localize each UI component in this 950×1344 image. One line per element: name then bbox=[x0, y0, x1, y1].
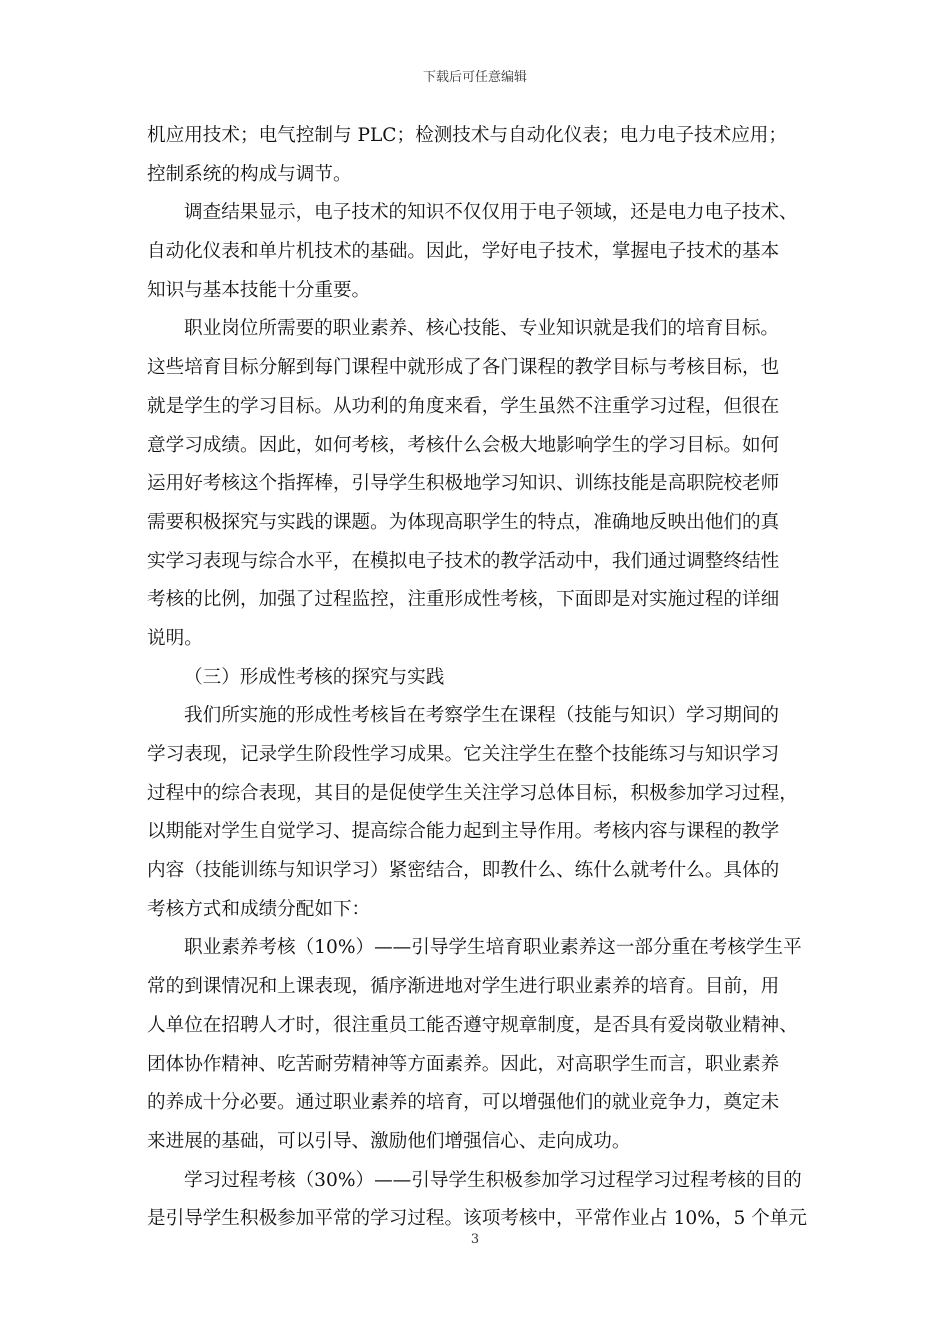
section-heading: （三）形成性考核的探究与实践 bbox=[184, 666, 445, 688]
text-line: 控制系统的构成与调节。 bbox=[147, 163, 352, 185]
text-line: 团体协作精神、吃苦耐劳精神等方面素养。因此，对高职学生而言，职业素养 bbox=[147, 1053, 780, 1075]
text-line: 实学习表现与综合水平，在模拟电子技术的教学活动中，我们通过调整终结性 bbox=[147, 550, 780, 572]
text-line: 内容（技能训练与知识学习）紧密结合，即教什么、练什么就考什么。具体的 bbox=[147, 860, 780, 882]
text-line: 是引导学生积极参加平常的学习过程。该项考核中，平常作业占 10%，5 个单元 bbox=[147, 1208, 807, 1230]
text-line: 以期能对学生自觉学习、提高综合能力起到主导作用。考核内容与课程的教学 bbox=[147, 821, 780, 843]
text-line: 自动化仪表和单片机技术的基础。因此，学好电子技术，掌握电子技术的基本 bbox=[147, 241, 780, 263]
text-line: 说明。 bbox=[147, 627, 203, 649]
text-line: 需要积极探究与实践的课题。为体现高职学生的特点，准确地反映出他们的真 bbox=[147, 511, 780, 533]
text-line: 过程中的综合表现，其目的是促使学生关注学习总体目标，积极参加学习过程， bbox=[147, 782, 798, 804]
text-line: 职业岗位所需要的职业素养、核心技能、专业知识就是我们的培育目标。 bbox=[184, 318, 780, 340]
text-line: 来进展的基础，可以引导、激励他们增强信心、走向成功。 bbox=[147, 1130, 631, 1152]
text-line: 学习表现，记录学生阶段性学习成果。它关注学生在整个技能练习与知识学习 bbox=[147, 744, 780, 765]
text-line: 职业素养考核（10%）——引导学生培育职业素养这一部分重在考核学生平 bbox=[184, 937, 802, 959]
text-line: 我们所实施的形成性考核旨在考察学生在课程（技能与知识）学习期间的 bbox=[184, 705, 780, 727]
text-line: 常的到课情况和上课表现，循序渐进地对学生进行职业素养的培育。目前，用 bbox=[147, 976, 780, 998]
text-line: 调查结果显示，电子技术的知识不仅仅用于电子领域，还是电力电子技术、 bbox=[184, 202, 798, 224]
text-line: 学习过程考核（30%）——引导学生积极参加学习过程学习过程考核的目的 bbox=[184, 1169, 802, 1191]
text-line: 人单位在招聘人才时，很注重员工能否遵守规章制度，是否具有爱岗敬业精神、 bbox=[147, 1014, 798, 1036]
page-number: 3 bbox=[470, 1232, 480, 1247]
text-line: 意学习成绩。因此，如何考核，考核什么会极大地影响学生的学习目标。如何 bbox=[147, 434, 780, 456]
text-line: 考核方式和成绩分配如下： bbox=[147, 898, 371, 920]
text-line: 就是学生的学习目标。从功利的角度来看，学生虽然不注重学习过程，但很在 bbox=[147, 395, 780, 417]
text-line: 机应用技术；电气控制与 PLC；检测技术与自动化仪表；电力电子技术应用； bbox=[147, 125, 787, 146]
text-line: 的养成十分必要。通过职业素养的培育，可以增强他们的就业竞争力，奠定未 bbox=[147, 1092, 780, 1114]
text-line: 运用好考核这个指挥棒，引导学生积极地学习知识、训练技能是高职院校老师 bbox=[147, 473, 780, 495]
text-line: 考核的比例，加强了过程监控，注重形成性考核，下面即是对实施过程的详细 bbox=[147, 589, 780, 611]
page-header: 下载后可任意编辑 bbox=[422, 70, 527, 85]
document-body bbox=[147, 117, 807, 1239]
text-line: 知识与基本技能十分重要。 bbox=[147, 279, 371, 301]
text-line: 这些培育目标分解到每门课程中就形成了各门课程的教学目标与考核目标，也 bbox=[147, 357, 780, 379]
